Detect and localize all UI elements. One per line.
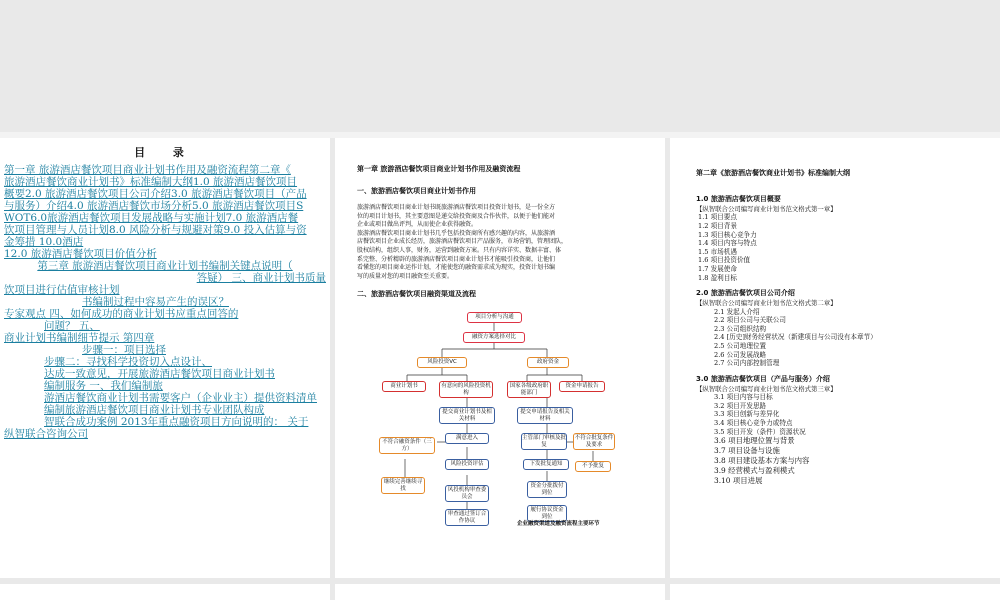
flow-node: 提交商业计划书及相关材料 xyxy=(439,407,495,424)
toc-link[interactable]: 饮项目进行估值审核计划 xyxy=(4,284,120,296)
section-2-note: 【纵智联合公司编写商业计划书范文格式第二章】 xyxy=(696,299,837,308)
financing-flowchart xyxy=(367,309,617,529)
outline-item: 3.8 项目建设基本方案与内容 xyxy=(714,456,810,466)
outline-item: 1.3 项目核心竞争力 xyxy=(698,230,757,239)
outline-item: 3.10 项目进展 xyxy=(714,476,763,486)
paragraph-line: 写的质量对您的项目融资至关重要。 xyxy=(357,272,454,280)
paragraph-line: 店餐饮项目企业成长经历，旅游酒店餐饮项目产品服务，市场营销，管理团队， xyxy=(357,238,568,246)
toc-link[interactable]: 旅游酒店餐饮商业计划书》标准编制大纲1.0 旅游酒店餐饮项目 xyxy=(4,176,298,188)
toc-link[interactable]: 编制服务 一、我们编制旅 xyxy=(44,380,163,392)
outline-item: 1.6 项目投资价值 xyxy=(698,256,751,265)
section-3-title: 3.0 旅游酒店餐饮项目（产品与服务）介绍 xyxy=(696,374,830,383)
flow-node: 资金申请报告 xyxy=(559,381,605,392)
toc-link[interactable]: 问题？ 五、 xyxy=(44,320,100,332)
toc-link[interactable]: 金筹措 10.0酒店 xyxy=(4,236,84,248)
flow-node: 不符合融资条件（三方） xyxy=(379,437,435,454)
flow-node: 风投机构审查委员会 xyxy=(445,485,489,502)
outline-item: 3.7 项目设备与设施 xyxy=(714,446,780,456)
flow-node: 政府资金 xyxy=(527,357,569,368)
paragraph-line: 旅游酒店餐饮项目商业计划书既旅游酒店餐饮项目投资计划书，是一份全方 xyxy=(357,204,556,211)
toc-link[interactable]: 纵智联合咨询公司 xyxy=(4,428,88,440)
flow-node: 提交申请报告及相关材料 xyxy=(517,407,573,424)
toc-link[interactable]: 答疑） 三、商业计划书质量 xyxy=(196,272,326,284)
outline-item: 1.7 发展使命 xyxy=(698,264,737,273)
flow-node: 主管部门审核及批复 xyxy=(521,433,567,450)
outline-item: 3.2 项目开发思路 xyxy=(714,401,767,410)
toc-link[interactable]: 第一章 旅游酒店餐饮项目商业计划书作用及融资流程第二章《 xyxy=(4,164,291,176)
toc-link[interactable]: 概要2.0 旅游酒店餐饮项目公司介绍3.0 旅游酒店餐饮项目（产品 xyxy=(4,188,307,200)
toc-link[interactable]: 智联合成功案例 2013年重点融资项目方向说明的： 关于 xyxy=(44,416,309,428)
toc-link[interactable]: 步骤二：寻找科学投资切入点设计、 xyxy=(44,356,212,368)
toc-link[interactable]: 第三章 旅游酒店餐饮项目商业计划书编制关键点说明（ xyxy=(37,260,293,272)
flow-node: 有意向的风险投资机构 xyxy=(439,381,493,398)
toc-link[interactable]: 与服务）介绍4.0 旅游酒店餐饮市场分析5.0 旅游酒店餐饮项目S xyxy=(4,200,304,212)
flow-node: 下发批复通知 xyxy=(523,459,569,470)
toc-link[interactable]: 编制旅游酒店餐饮项目商业计划书专业团队构成 xyxy=(44,404,265,416)
section2-title: 二、旅游酒店餐饮项目融资渠道及流程 xyxy=(357,290,476,299)
section-1-note: 【纵智联合公司编写商业计划书范文格式第一章】 xyxy=(696,205,837,213)
toc-link[interactable]: 专家观点 四、如何成功的商业计划书应重点回答的 xyxy=(4,308,239,320)
flow-node: 继续完善继续寻找 xyxy=(381,477,425,494)
paragraph-line: 系完整、分析精辟的旅游酒店餐饮项目商业计划书才能吸引投资商，让他们 xyxy=(357,255,556,263)
flow-node: 风险投资VC xyxy=(417,357,467,368)
flow-node: 不符合批复条件及要求 xyxy=(573,433,615,450)
flow-node: 审查通过签订合作协议 xyxy=(445,509,489,526)
toc-page xyxy=(0,138,330,578)
flow-node: 满意进入 xyxy=(445,433,489,444)
outline-item: 2.6 公司发展战略 xyxy=(714,350,767,359)
toc-link[interactable]: 达成一致意见，开展旅游酒店餐饮项目商业计划书 xyxy=(44,368,275,380)
outline-item: 3.1 项目内容与目标 xyxy=(714,393,773,402)
flow-node: 风险投资评估 xyxy=(445,459,489,470)
flow-node: 不予批复 xyxy=(575,461,611,472)
chapter2-title: 第二章《旅游酒店餐饮商业计划书》标准编制大纲 xyxy=(696,169,850,177)
section1-title: 一、旅游酒店餐饮项目商业计划书作用 xyxy=(357,187,476,195)
flow-node: 项目分析与沟通 xyxy=(467,312,522,323)
paragraph-line: 看懂您的项目商业运作计划，才能使您的融资需求成为现实，投资计划书编 xyxy=(357,264,556,272)
toc-link[interactable]: 商业计划书编制细节提示 第四章 xyxy=(4,332,155,344)
flow-caption: 企业融资渠道及融资流程主要环节 xyxy=(517,521,600,528)
chapter2-page xyxy=(670,138,1000,578)
toc-link[interactable]: 饮项目管理与人员计划8.0 风险分析与规避对策9.0 投入估算与资 xyxy=(4,224,307,236)
outline-item: 1.1 项目要点 xyxy=(698,213,737,222)
outline-item: 1.4 项目内容与特点 xyxy=(698,239,757,248)
chapter1-title: 第一章 旅游酒店餐饮项目商业计划书作用及融资流程 xyxy=(357,165,521,173)
toc-link[interactable]: WOT6.0旅游酒店餐饮项目发展战略与实施计划7.0 旅游酒店餐 xyxy=(4,212,299,224)
outline-item: 1.8 盈利目标 xyxy=(698,273,737,282)
section-1-title: 1.0 旅游酒店餐饮项目概要 xyxy=(696,195,781,203)
toc-link[interactable]: 步骤一：项目选择 xyxy=(82,344,166,356)
outline-item: 3.6 项目地理位置与背景 xyxy=(714,436,795,446)
paragraph-line: 股权结构，组织人事，财务，运营到融资方案。只有内容详实、数据丰富、体 xyxy=(357,246,562,254)
outline-item: 1.5 市场机遇 xyxy=(698,247,737,256)
outline-item: 3.9 经营模式与盈利模式 xyxy=(714,466,795,476)
section-3-note: 【纵智联合公司编写商业计划书范文格式第三章】 xyxy=(696,384,837,393)
paragraph-line: 旅游酒店餐饮项目商业计划书几乎包括投资商所有感兴趣的内容，从旅游酒 xyxy=(357,229,556,237)
outline-item: 2.7 公司内部控制管理 xyxy=(714,359,780,368)
section-2-title: 2.0 旅游酒店餐饮项目公司介绍 xyxy=(696,289,795,298)
outline-item: 2.1 发起人介绍 xyxy=(714,307,760,316)
toc-title: 目 录 xyxy=(134,146,196,159)
paragraph-line: 企业或项目做出评判，从而使企业获得融资。 xyxy=(357,221,478,229)
outline-item: 3.5 项目开发（条件）资源状况 xyxy=(714,427,806,436)
chapter1-page xyxy=(335,138,665,578)
flow-node: 融资方案选择对比 xyxy=(463,332,525,343)
next-page-preview xyxy=(0,584,330,600)
outline-item: 3.4 项目核心竞争力或特点 xyxy=(714,418,793,427)
flow-node: 履行协议资金到位 xyxy=(527,505,567,522)
toc-link[interactable]: 游酒店餐饮商业计划书需要客户（企业业主）提供资料清单 xyxy=(44,392,317,404)
next-page-preview xyxy=(670,584,1000,600)
outline-item: 3.3 项目创新与差异化 xyxy=(714,410,780,419)
flow-node: 资金分批拨付到位 xyxy=(527,481,567,498)
outline-item: 2.5 公司地理位置 xyxy=(714,341,767,350)
paragraph-line: 位的项目计划书，其主要意图是递交给投资商及合作伙伴，以便于他们能对 xyxy=(357,212,556,220)
flow-node: 国家各级政府职能部门 xyxy=(507,381,551,398)
toc-link[interactable]: 书编制过程中容易产生的误区？ xyxy=(82,296,229,308)
next-page-preview xyxy=(335,584,665,600)
toc-link[interactable]: 12.0 旅游酒店餐饮项目价值分析 xyxy=(4,248,157,260)
outline-item: 1.2 项目背景 xyxy=(698,222,737,230)
flow-node: 商业计划书 xyxy=(382,381,426,392)
outline-item: 2.3 公司组织结构 xyxy=(714,324,767,333)
outline-item: 2.2 项目公司与关联公司 xyxy=(714,316,786,325)
outline-item: 2.4 [历史]财务经营状况（新建项目与公司没有本章节） xyxy=(714,333,877,342)
